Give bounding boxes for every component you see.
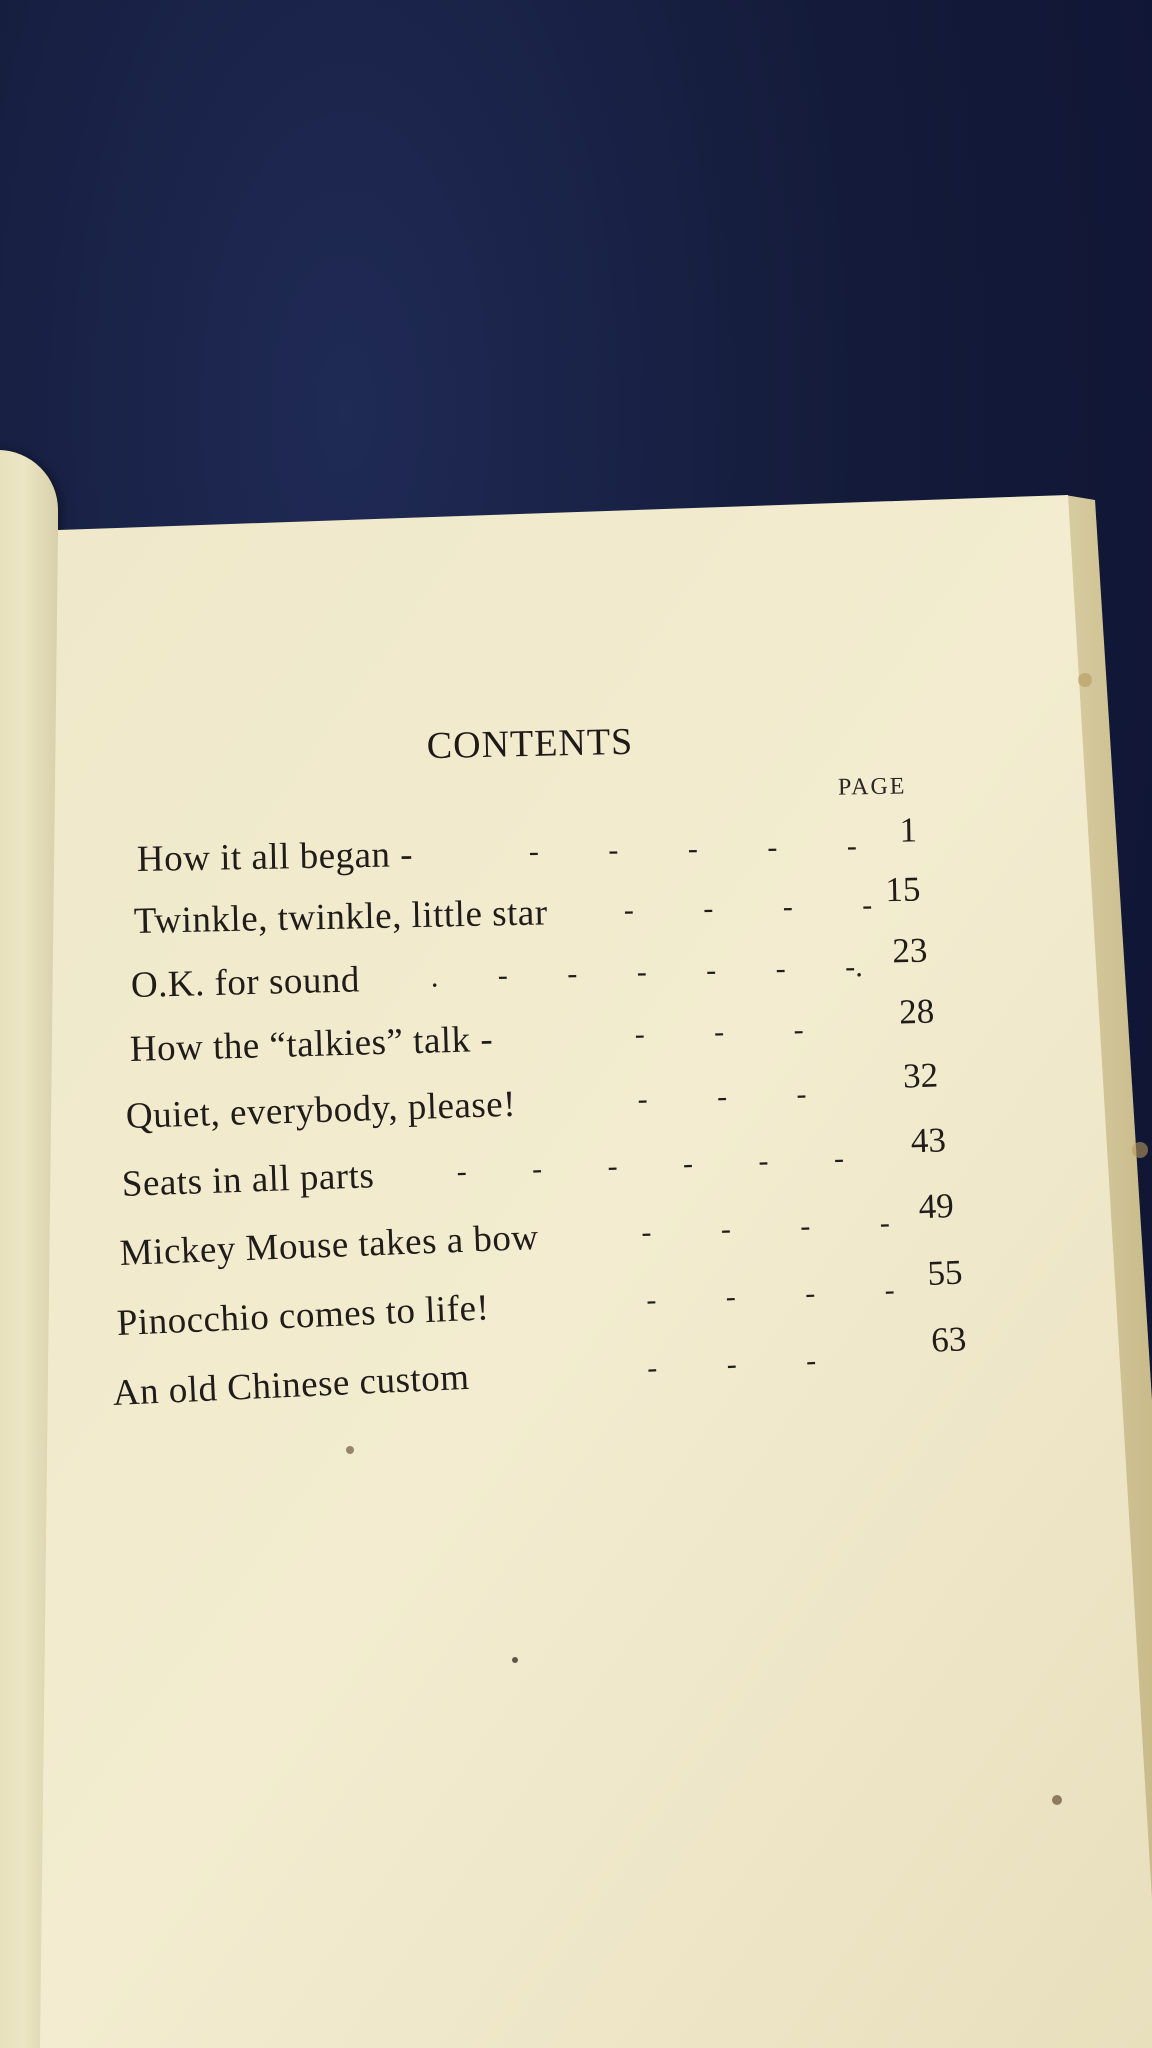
contents-heading: CONTENTS (426, 720, 634, 768)
page-column-label: PAGE (837, 773, 907, 801)
toc-entry-leader: - - - (646, 1344, 817, 1385)
toc-entry-title: How the “talkies” talk - (129, 1018, 494, 1070)
toc-entry-2 (133, 869, 921, 950)
toc-entry-title: An old Chinese custom (111, 1356, 471, 1414)
toc-entry-page: 1 (899, 810, 918, 850)
toc-entry-title: Pinocchio comes to life! (115, 1287, 491, 1344)
toc-entry-3 (130, 930, 928, 1014)
toc-entry-page: 55 (926, 1252, 964, 1293)
toc-entry-page: 23 (891, 930, 928, 971)
toc-entry-page: 63 (930, 1319, 968, 1360)
toc-entry-leader: - - - - (645, 1273, 896, 1317)
toc-entry-leader: - - - (637, 1077, 808, 1116)
toc-entry-title: How it all began - (136, 834, 414, 880)
toc-entry-title: Quiet, everybody, please! (125, 1083, 517, 1137)
toc-entry-title: Seats in all parts (121, 1155, 375, 1205)
toc-entry-leader: - - - - - - (456, 1141, 845, 1189)
toc-entry-title: Mickey Mouse takes a bow (119, 1216, 540, 1274)
toc-entry-title: Twinkle, twinkle, little star (133, 892, 548, 942)
toc-entry-leader: - - - - (640, 1206, 891, 1249)
toc-entry-1 (136, 810, 918, 888)
toc-entry-leader: - - - - (623, 888, 873, 927)
toc-entry-page: 43 (910, 1120, 947, 1161)
toc-entry-leader: - - - (634, 1013, 805, 1051)
toc-entry-page: 49 (917, 1185, 955, 1227)
toc-entry-leader: - - - - - (528, 829, 858, 869)
toc-entry-page: 15 (885, 869, 921, 910)
toc-entry-page: 28 (898, 991, 935, 1032)
toc-entry-page: 32 (902, 1055, 939, 1096)
toc-entry-leader: . - - - - - -. (430, 950, 864, 994)
toc-entry-title: O.K. for sound (130, 959, 361, 1006)
